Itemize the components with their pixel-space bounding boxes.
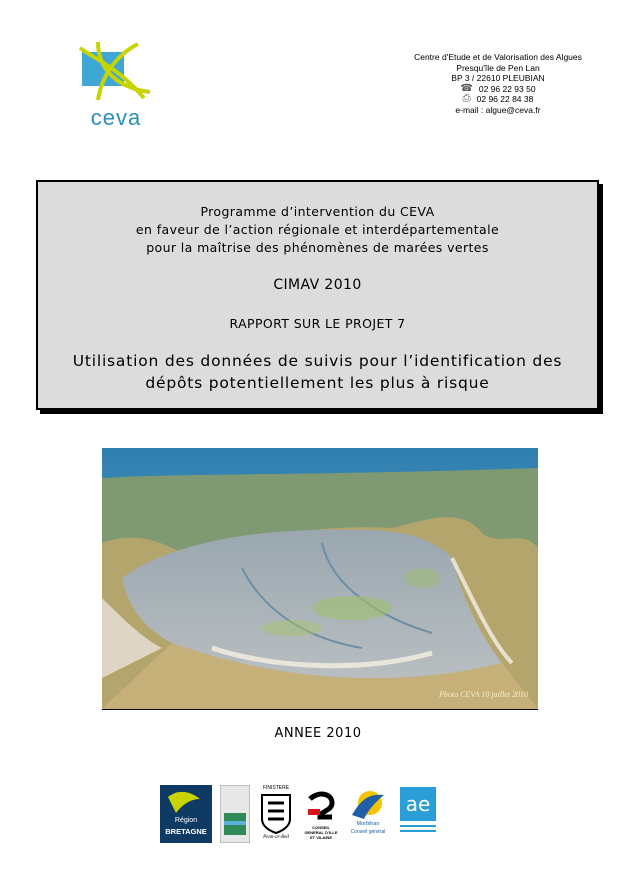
subject-line-2: dépôts potentiellement les plus à risque — [145, 374, 490, 392]
email-address: e-mail : algue@ceva.fr — [455, 104, 541, 115]
org-name: Centre d'Etude et de Valorisation des Algues — [414, 52, 582, 62]
photo-caption: Photo CEVA 10 juillet 2010 — [438, 690, 528, 699]
contact-block — [398, 52, 598, 115]
sponsor-logos — [160, 783, 478, 845]
fax-number: 02 96 22 84 38 — [476, 94, 534, 104]
telephone-icon: ☎ — [460, 82, 473, 94]
subject-line-1: Utilisation des données de suivis pour l’identification des — [72, 352, 563, 370]
logo-text: ceva — [90, 105, 142, 130]
agence-eau-loire-bretagne-logo — [396, 785, 440, 843]
photo-underline — [102, 709, 538, 710]
ille-et-vilaine-logo — [302, 785, 340, 843]
ceva-logo — [78, 40, 153, 135]
finistere-logo — [258, 785, 294, 843]
morbihan-sublabel: Conseil général — [350, 829, 386, 835]
region-bretagne-logo — [160, 785, 212, 843]
finistere-sublabel: Penn-ar-Bed — [263, 835, 289, 840]
aerial-photo — [102, 448, 538, 709]
title-box — [36, 180, 599, 410]
program-line-2: en faveur de l’action régionale et interdépartementale — [135, 222, 500, 237]
report-year: ANNEE 2010 — [274, 726, 362, 741]
region-label-1: Région — [174, 817, 198, 824]
program-name: CIMAV 2010 — [273, 277, 362, 293]
conseil-general-cotes-armor-logo — [220, 785, 250, 843]
report-title: RAPPORT SUR LE PROJET 7 — [229, 316, 406, 331]
finistere-label: FINISTERE — [262, 785, 290, 791]
program-line-3: pour la maîtrise des phénomènes de marées vertes — [146, 240, 489, 255]
address-line-2: BP 3 / 22610 PLEUBIAN — [451, 73, 545, 83]
morbihan-logo — [348, 785, 388, 843]
phone-number: 02 96 22 93 50 — [478, 83, 536, 94]
region-label-2: BRETAGNE — [165, 827, 207, 836]
program-line-1: Programme d’intervention du CEVA — [200, 204, 435, 219]
svg-text:ae: ae — [405, 792, 431, 816]
morbihan-label: Morbihan — [356, 821, 380, 827]
ille-et-vilaine-label: CONSEIL GENERAL D'ILLE ET VILAINE — [304, 825, 338, 840]
fax-icon: ⎙ — [462, 93, 471, 104]
address-line-1: Presqu'île de Pen Lan — [456, 62, 540, 73]
fax-row — [398, 94, 598, 105]
ceva-logo-mark — [78, 40, 153, 105]
phone-row — [398, 84, 598, 95]
aerial-photo-image — [102, 448, 538, 709]
